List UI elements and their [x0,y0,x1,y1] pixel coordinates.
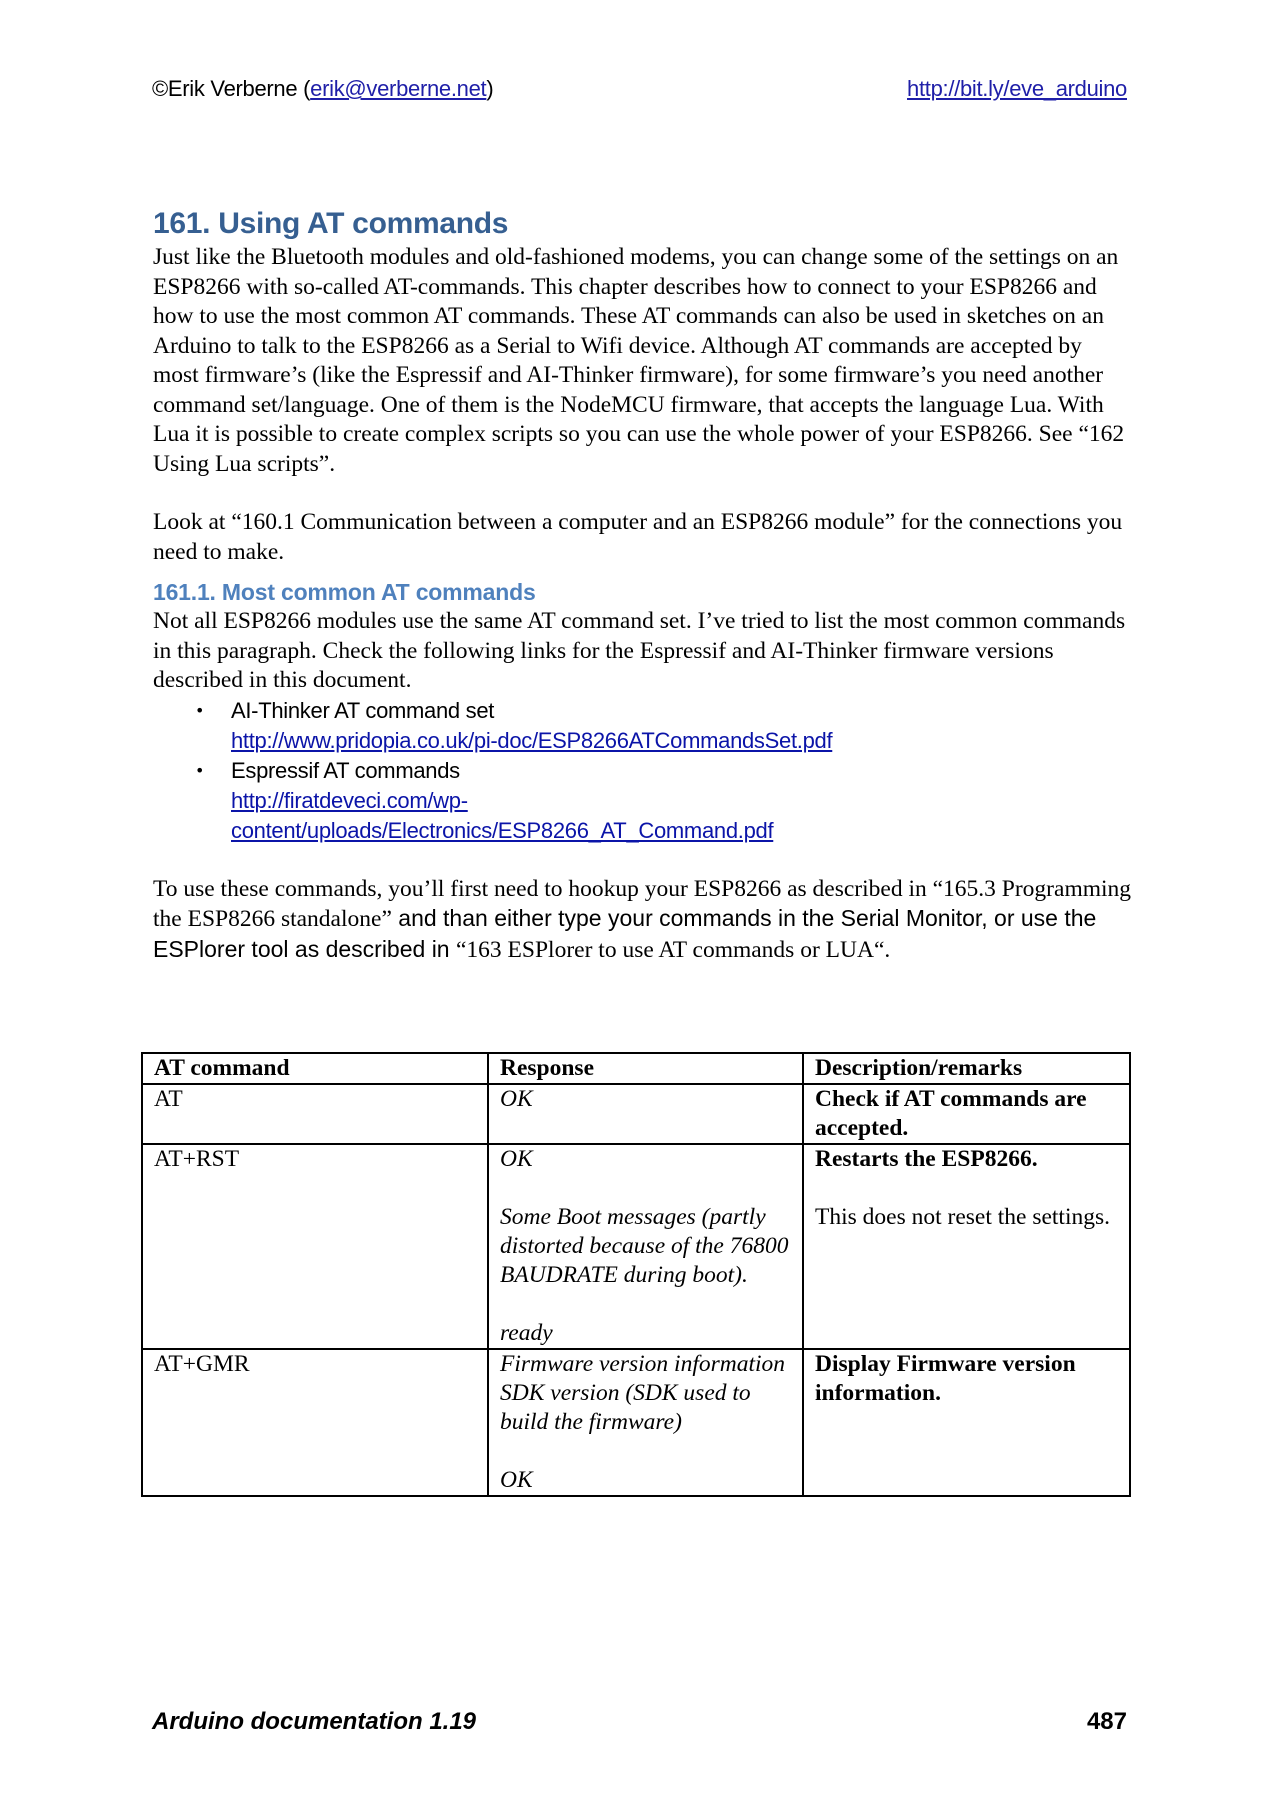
response-cell [488,1144,803,1349]
response-cell [488,1349,803,1496]
at-commands-table [141,1052,1131,1497]
page-header [152,76,1127,106]
usage-text-part1: To use these commands, you’ll first need to hookup your ESP8266 as described in “165.3 Programming the ESP8266 standalone” [153,875,1132,932]
link-label: Espressif AT commands [231,757,460,783]
response-cell [488,1084,803,1144]
spacer [153,567,1133,577]
email-link[interactable]: erik@verberne.net [310,76,487,101]
usage-text-part3: “163 ESPlorer to use AT commands or LUA“. [456,936,891,963]
command-cell: AT+GMR [142,1349,488,1496]
intro-paragraph: Just like the Bluetooth modules and old-fashioned modems, you can change some of the settings on an ESP8266 with so-called AT-commands. This chapter describes how to connect to your ESP8266 and how to use the most common AT commands. These AT commands can also be used in sketches on an Arduino to talk to the ESP8266 as a Serial to Wifi device. Although AT commands are accepted by most firmware’s (like the Espressif and AI-Thinker firmware), for some firmware’s you need another command set/language. One of them is the NodeMCU firmware, that accepts the language Lua. With Lua it is possible to create complex scripts so you can use the whole power of your ESP8266. See “162 Using Lua scripts”. [153,244,1125,477]
description-cell [803,1349,1130,1496]
spacer [500,1437,791,1466]
column-header-response: Response [488,1053,803,1084]
subsection-title: 161.1. Most common AT commands [153,579,536,605]
description-bold: Restarts the ESP8266. [815,1146,1038,1172]
list-item-espressif [195,756,1133,846]
spacer [153,479,1133,508]
list-item-ai-thinker [195,696,1133,756]
footer-doc-title: Arduino documentation 1.19 [152,1708,477,1735]
link-label: AI-Thinker AT command set [231,697,495,723]
spacer [815,1174,1118,1203]
description-bold: Check if AT commands are accepted. [815,1086,1087,1141]
command-cell: AT+RST [142,1144,488,1349]
response-line: SDK version (SDK used to build the firmware) [500,1380,751,1435]
header-url-link[interactable]: http://bit.ly/eve_arduino [907,76,1127,101]
table-header-row [142,1053,1130,1084]
description-cell [803,1084,1130,1144]
response-line: ready [500,1320,553,1346]
page-footer [152,1708,1127,1736]
table-row [142,1349,1130,1496]
column-header-command: AT command [142,1053,488,1084]
description-text: This does not reset the settings. [815,1204,1111,1230]
page-number: 487 [1086,1708,1127,1735]
spacer [500,1290,791,1319]
ai-thinker-pdf-link[interactable]: http://www.pridopia.co.uk/pi-doc/ESP8266ATCommandsSet.pdf [231,727,833,753]
reference-links-list [153,696,1133,846]
response-line: OK [500,1467,533,1493]
spacer [500,1174,791,1203]
command-cell: AT [142,1084,488,1144]
espressif-pdf-link-line1[interactable]: http://firatdeveci.com/wp- [231,787,468,813]
spacer [153,846,1133,875]
description-bold: Display Firmware version information. [815,1351,1076,1406]
espressif-pdf-link-line2[interactable]: content/uploads/Electronics/ESP8266_AT_Command.pdf [231,817,774,843]
connections-paragraph: Look at “160.1 Communication between a computer and an ESP8266 module” for the connections you need to make. [153,509,1123,565]
column-header-description: Description/remarks [803,1053,1130,1084]
description-cell [803,1144,1130,1349]
table-row [142,1084,1130,1144]
response-line: Some Boot messages (partly distorted because of the 76800 BAUDRATE during boot). [500,1204,789,1288]
page-content [153,205,1133,965]
copyright-line [152,76,493,102]
response-line: OK [500,1146,533,1172]
response-line: OK [500,1086,533,1112]
bullet-icon: • [195,700,205,720]
usage-paragraph [153,875,1133,966]
copyright-suffix: ) [486,76,494,101]
response-line: Firmware version information [500,1351,786,1377]
usage-text-part2: and than either type your commands in the Serial Monitor, or use the ESPlorer tool as described in [153,905,1097,962]
bullet-icon: • [195,760,205,780]
copyright-prefix: ©Erik Verberne ( [152,76,311,101]
table-row [142,1144,1130,1349]
subsection-paragraph: Not all ESP8266 modules use the same AT command set. I’ve tried to list the most common commands in this paragraph. Check the following links for the Espressif and AI-Thinker firmware versions described in this document. [153,608,1126,693]
section-title: 161. Using AT commands [153,207,509,240]
